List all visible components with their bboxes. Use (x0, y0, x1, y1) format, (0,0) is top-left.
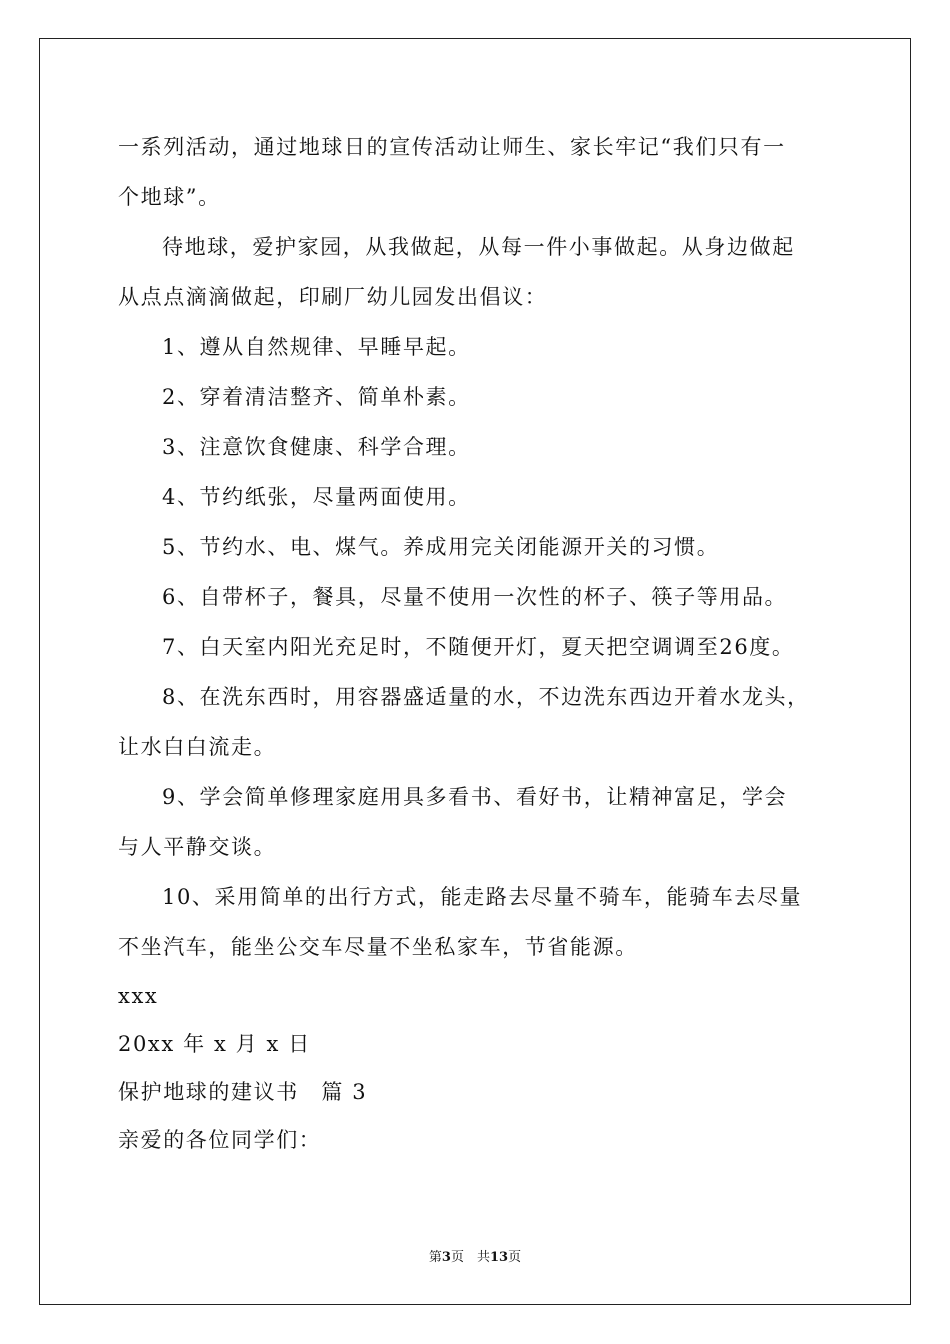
list-item: 6、自带杯子，餐具，尽量不使用一次性的杯子、筷子等用品。 (162, 585, 788, 609)
paragraph-line: 从点点滴滴做起，印刷厂幼儿园发出倡议： (118, 285, 548, 309)
current-page-number: 3 (441, 1250, 451, 1265)
signature: xxx (118, 984, 159, 1008)
page-prefix: 第 (428, 1250, 442, 1265)
list-item: 4、节约纸张，尽量两面使用。 (162, 485, 471, 509)
list-item: 8、在洗东西时，用容器盛适量的水，不边洗东西边开着水龙头， (162, 685, 810, 709)
page-suffix: 页 (508, 1250, 522, 1265)
page-footer (0, 1246, 950, 1265)
paragraph-line: 个地球”。 (118, 185, 221, 209)
list-item: 3、注意饮食健康、科学合理。 (162, 435, 471, 459)
page-mid: 页 共 (450, 1250, 490, 1265)
list-item: 7、白天室内阳光充足时，不随便开灯，夏天把空调调至26度。 (162, 635, 795, 659)
total-page-number: 13 (489, 1250, 509, 1265)
document-body (118, 122, 838, 1164)
list-item: 10、采用简单的出行方式，能走路去尽量不骑车，能骑车去尽量 (162, 885, 803, 909)
section-title: 保护地球的建议书 篇 3 (118, 1080, 368, 1104)
list-item-continuation: 让水白白流走。 (118, 735, 277, 759)
list-item: 5、节约水、电、煤气。养成用完关闭能源开关的习惯。 (162, 535, 720, 559)
paragraph-line: 一系列活动，通过地球日的宣传活动让师生、家长牢记“我们只有一 (118, 135, 786, 159)
list-item: 9、学会简单修理家庭用具多看书、看好书，让精神富足，学会 (162, 785, 788, 809)
list-item-continuation: 不坐汽车，能坐公交车尽量不坐私家车，节省能源。 (118, 935, 638, 959)
list-item: 1、遵从自然规律、早睡早起。 (162, 335, 471, 359)
list-item: 2、穿着清洁整齐、简单朴素。 (162, 385, 471, 409)
salutation: 亲爱的各位同学们： (118, 1128, 322, 1152)
list-item-continuation: 与人平静交谈。 (118, 835, 277, 859)
paragraph-line: 待地球，爱护家园，从我做起，从每一件小事做起。从身边做起 (162, 235, 795, 259)
date: 20xx 年 x 月 x 日 (118, 1032, 311, 1056)
